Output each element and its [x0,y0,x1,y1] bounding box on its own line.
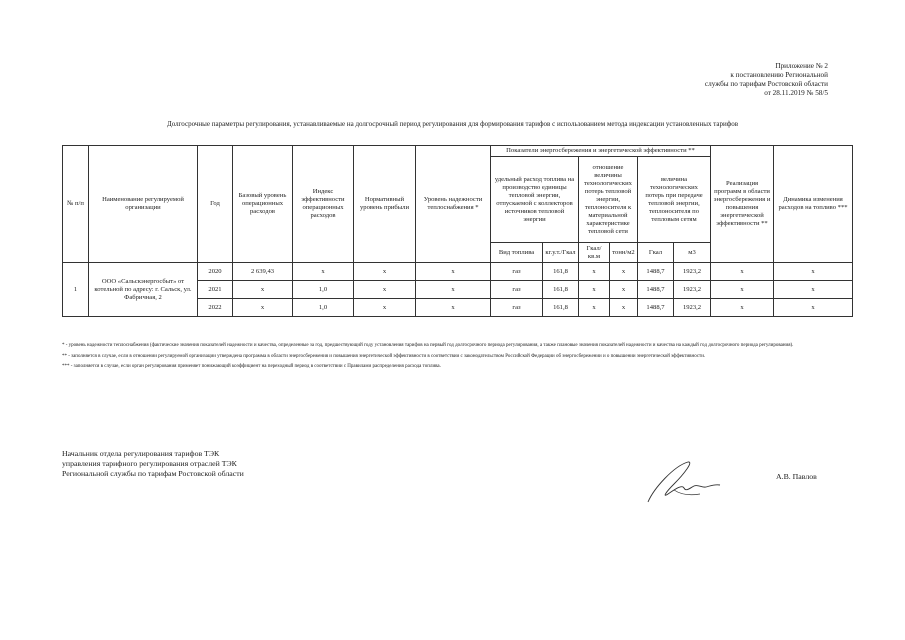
row-year: 2021 [198,281,233,299]
appendix-line: Приложение № 2 [775,62,828,70]
row-loss-b: х [610,299,638,317]
row-gcal: 1488,7 [638,263,674,281]
header-dynamics: Динамика изменения расходов на топливо *** [774,146,853,263]
header-reliability: Уровень надежности теплоснабжения * [416,146,491,263]
signatory-line: Начальник отдела регулирования тарифов ТЭК [62,449,220,458]
row-base: х [233,299,293,317]
unit-loss-b: тонн/м2 [610,243,638,263]
row-program: х [711,263,774,281]
appendix-header [608,62,828,98]
row-loss-a: х [579,263,610,281]
header-org: Наименование регулируемой организации [89,146,198,263]
row-index: х [293,263,354,281]
row-dynamics: х [774,263,853,281]
parameters-table [62,145,853,317]
unit-m3: м3 [674,243,711,263]
row-fuel-type: газ [491,263,543,281]
header-fuel: удельный расход топлива на производство единицы тепловой энергии, отпускаемой с коллекторов источников тепловой энергии [491,157,579,243]
row-fuel-type: газ [491,299,543,317]
row-fuel-type: газ [491,281,543,299]
row-gcal: 1488,7 [638,299,674,317]
row-program: х [711,281,774,299]
header-profit: Нормативный уровень прибыли [354,146,416,263]
signatory-line: Региональной службы по тарифам Ростовской области [62,469,244,478]
header-num: № п/п [63,146,89,263]
row-loss-b: х [610,263,638,281]
row-reliability: х [416,263,491,281]
row-year: 2022 [198,299,233,317]
footnote: *** - заполняется в случае, если орган регулирования применяет понижающий коэффициент на переходный период в соответствии с Правилами распределения расхода топлива. [62,364,441,370]
unit-loss-a: Гкал/ кв.м [579,243,610,263]
row-base: х [233,281,293,299]
header-energy-group: Показатели энергосбережения и энергетической эффективности ** [491,146,711,157]
row-index: 1,0 [293,299,354,317]
org-num: 1 [63,263,89,317]
row-dynamics: х [774,299,853,317]
appendix-line: службы по тарифам Ростовской области [704,80,828,88]
row-reliability: х [416,299,491,317]
footnotes [62,342,857,374]
row-fuel: 161,8 [543,281,579,299]
row-loss-a: х [579,281,610,299]
row-fuel: 161,8 [543,299,579,317]
document-title: Долгосрочные параметры регулирования, устанавливаемые на долгосрочный период регулирования для формирования тарифов с использованием метода индексации установленных тарифов [166,120,739,128]
row-m3: 1923,2 [674,281,711,299]
header-year: Год [198,146,233,263]
footnote: * - уровень надежности теплоснабжения (фактические значения показателей надежности и качества, определенные за год, предшествующий году установления тарифов на первый год долгосрочного периода регулирования, а также плановые значения показателей надежности и качества на каждый год долгосрочного периода регулирования). [62,343,794,348]
row-program: х [711,299,774,317]
row-dynamics: х [774,281,853,299]
signatory-line: управления тарифного регулирования отраслей ТЭК [62,459,237,468]
row-profit: х [354,281,416,299]
signatory-block [62,449,244,479]
org-name: ООО «Сальскэнергосбыт» от котельной по адресу: г. Сальск, ул. Фабричная, 2 [89,263,198,317]
row-index: 1,0 [293,281,354,299]
header-base: Базовый уровень операционных расходов [233,146,293,263]
appendix-line: к постановлению Региональной [730,71,828,79]
row-reliability: х [416,281,491,299]
header-loss-ratio: отношение величины технологических потерь тепловой энергии, теплоносителя к материальной характеристике тепловой сети [579,157,638,243]
row-year: 2020 [198,263,233,281]
footnote: ** - заполняется в случае, если в отношении регулируемой организации утверждена программа в области энергосбережения и повышения энергетической эффективности в соответствии с законодательством Российской Федерации об энергосбережении и о повышении энергетической эффективности. [62,353,706,359]
row-loss-b: х [610,281,638,299]
row-gcal: 1488,7 [638,281,674,299]
row-m3: 1923,2 [674,299,711,317]
header-index: Индекс эффективности операционных расходов [293,146,354,263]
unit-gcal: Гкал [638,243,674,263]
header-losses: величина технологических потерь при передаче тепловой энергии, теплоносителя по тепловым сетям [638,157,711,243]
appendix-line: от 28.11.2019 № 58/5 [764,89,828,97]
unit-fuel-type: Вид топлива [491,243,543,263]
unit-fuel: кг.у.т./Гкал [543,243,579,263]
row-profit: х [354,299,416,317]
row-m3: 1923,2 [674,263,711,281]
row-fuel: 161,8 [543,263,579,281]
row-loss-a: х [579,299,610,317]
row-profit: х [354,263,416,281]
header-program: Реализация программ в области энергосбережения и повышения энергетической эффективности ** [711,146,774,263]
handwritten-signature [644,458,724,506]
row-base: 2 639,43 [233,263,293,281]
signatory-name: А.В. Павлов [776,472,817,481]
